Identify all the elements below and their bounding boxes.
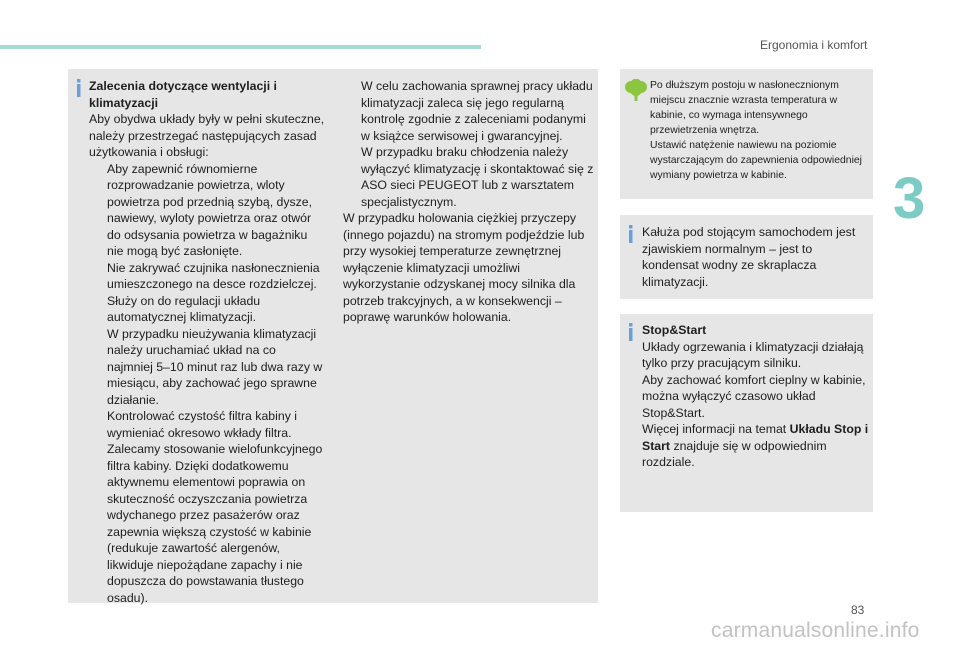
ventilation-intro: Aby obydwa układy były w pełni skuteczne, należy przestrzegać następujących zasad użytkowania i obsługi: — [89, 112, 325, 159]
sun-parking-text-2: Ustawić natężenie nawiewu na poziomie wystarczającym do zapewnienia odpowiedniej wymiany powietrza w kabinie. — [650, 140, 862, 181]
bullet-text: W przypadku nieużywania klimatyzacji należy uruchamiać układ na co najmniej 5–10 minut raz lub dwa razy w miesiącu, aby zachować jego sprawne działanie. — [107, 326, 323, 407]
bullet-text: Kontrolować czystość filtra kabiny i wymieniać okresowo wkłady filtra. Zalecamy stosowanie wielofunkcyjnego filtra kabiny. Dzięki dodatkowemu aktywnemu elementowi poprawia on skuteczność oczyszczania powietrza wdychanego przez pasażerów oraz zapewnia większą czystość w kabinie (redukuje zawartość alergenów, likwiduje niepożądane zapachy i nie dopuszcza do powstawania tłustego osadu). — [107, 409, 323, 605]
stop-start-text-1: Układy ogrzewania i klimatyzacji działają tylko przy pracującym silniku. — [642, 339, 864, 370]
bullet-item — [89, 161, 325, 260]
bullet-item — [343, 78, 595, 144]
bullet-text: Aby zapewnić równomierne rozprowadzanie powietrza, wloty powietrza pod przednią szybą, dysze, nawiewy, wyloty powietrza oraz otwór do odsysania powietrza w bagażniku nie mogą być zasłonięte. — [107, 161, 313, 258]
stop-start-note — [642, 322, 870, 471]
bullet-item — [89, 260, 325, 326]
bullet-item — [89, 408, 325, 606]
info-icon — [72, 79, 86, 97]
bullet-text: W przypadku braku chłodzenia należy wyłączyć klimatyzację i skontaktować się z ASO sieci PEUGEOT lub z warsztatem specjalistycznym. — [361, 145, 594, 209]
bullet-item — [343, 144, 595, 210]
watermark: carmanualsonline.info — [711, 619, 920, 642]
stop-start-text-3 — [642, 421, 870, 471]
stop-start-text-3-pre: Więcej informacji na temat — [642, 422, 790, 436]
stop-start-link-text: Układu Stop i Start — [642, 422, 869, 453]
sun-parking-note — [650, 78, 872, 183]
info-icon — [624, 323, 638, 341]
tree-icon — [624, 79, 648, 101]
condensate-note — [642, 224, 870, 290]
stop-start-text-3-post: znajduje się w odpowiednim rozdziale. — [642, 438, 827, 469]
stop-start-heading: Stop&Start — [642, 323, 707, 337]
header-accent-bar — [0, 45, 481, 49]
bullet-item — [89, 326, 325, 409]
sun-parking-text-1: Po dłuższym postoju w nasłonecznionym miejscu znacznie wzrasta temperatura w kabinie, co wymaga intensywnego przewietrzenia wnętrza. — [650, 80, 839, 136]
info-icon — [624, 225, 638, 243]
ventilation-column-2 — [343, 78, 595, 326]
ventilation-heading: Zalecenia dotyczące wentylacji i klimatyzacji — [89, 79, 277, 110]
towing-paragraph: W przypadku holowania ciężkiej przyczepy (innego pojazdu) na stromym podjeździe lub przy wysokiej temperaturze zewnętrznej wyłączenie klimatyzacji umożliwi wykorzystanie odzyskanej mocy silnika dla potrzeb trakcyjnych, a w konsekwencji – poprawę warunków holowania. — [343, 211, 585, 324]
condensate-text: Kałuża pod stojącym samochodem jest zjawiskiem normalnym – jest to kondensat wodny ze skraplacza klimatyzacji. — [642, 225, 856, 289]
bullet-text: Nie zakrywać czujnika nasłonecznienia umieszczonego na desce rozdzielczej. Służy on do regulacji układu automatycznej klimatyzacji. — [107, 260, 320, 324]
chapter-number: 3 — [893, 166, 926, 231]
page-number: 83 — [851, 603, 865, 617]
bullet-text: W celu zachowania sprawnej pracy układu klimatyzacji zaleca się jego regularną kontrolę zgodnie z zaleceniami podanymi w książce serwisowej i gwarancyjnej. — [361, 79, 593, 143]
stop-start-text-2: Aby zachować komfort cieplny w kabinie, można wyłączyć czasowo układ Stop&Start. — [642, 372, 866, 420]
ventilation-column-1 — [89, 78, 325, 606]
section-title: Ergonomia i komfort — [760, 38, 868, 52]
